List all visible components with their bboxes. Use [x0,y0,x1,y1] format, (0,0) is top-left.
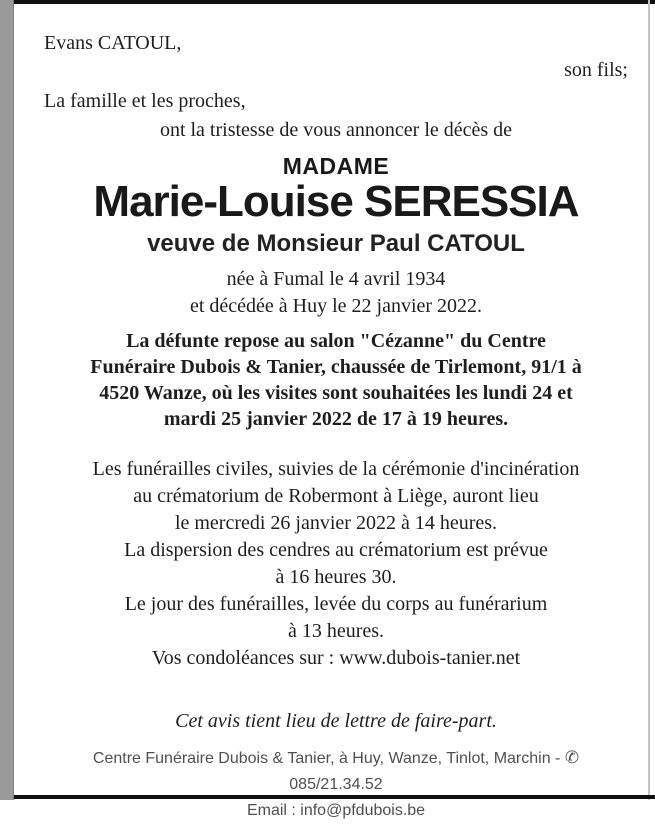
deceased-widow-of: veuve de Monsieur Paul CATOUL [147,230,525,257]
mourner-relation: son fils; [564,59,628,81]
funeral-line: La dispersion des cendres au crématorium est prévue [124,539,548,561]
funeral-home-contact-line [44,745,628,798]
mourner-name: Evans CATOUL, [44,32,182,54]
announcement-sheet [14,4,648,819]
funeral-home-name: Centre Funéraire Dubois & Tanier, à Huy, Wanze, Tinlot, Marchin - [92,750,561,767]
deceased-title: MADAME [282,153,390,179]
repose-paragraph [44,328,628,432]
repose-line: La défunte repose au salon "Cézanne" du Centre [126,330,546,352]
email-line: Email : info@pfdubois.be [246,802,426,819]
scan-edge-strip [0,0,14,800]
funeral-line: au crématorium de Robermont à Liège, auront lieu [133,485,539,507]
repose-line: 4520 Wanze, où les visites sont souhaitées les lundi 24 et [99,382,573,404]
funeral-line: à 16 heures 30. [275,566,397,588]
birth-line: née à Fumal le 4 avril 1934 [226,268,446,290]
repose-line: Funéraire Dubois & Tanier, chaussée de Tirlemont, 91/1 à [90,356,582,378]
funeral-line: le mercredi 26 janvier 2022 à 14 heures. [174,512,498,534]
phone-icon: ✆ [564,748,580,767]
family-line: La famille et les proches, [44,90,246,112]
funeral-paragraph [44,456,628,672]
funeral-line: Les funérailles civiles, suivies de la cérémonie d'incinération [92,458,580,480]
right-border-rule [648,0,650,800]
phone-number: 085/21.34.52 [289,776,383,793]
faire-part-notice: Cet avis tient lieu de lettre de faire-part. [175,710,497,732]
funeral-line: Le jour des funérailles, levée du corps au funérarium [124,593,548,615]
deceased-name: Marie-Louise SERESSIA [93,177,579,226]
announcement-line: ont la tristesse de vous annoncer le décès de [159,119,513,141]
condolences-url-line: Vos condoléances sur : www.dubois-tanier.net [151,647,521,669]
funeral-home-footer [44,745,628,824]
funeral-line: à 13 heures. [287,620,385,642]
repose-line: mardi 25 janvier 2022 de 17 à 19 heures. [163,408,509,430]
death-line: et décédée à Huy le 22 janvier 2022. [189,295,483,317]
